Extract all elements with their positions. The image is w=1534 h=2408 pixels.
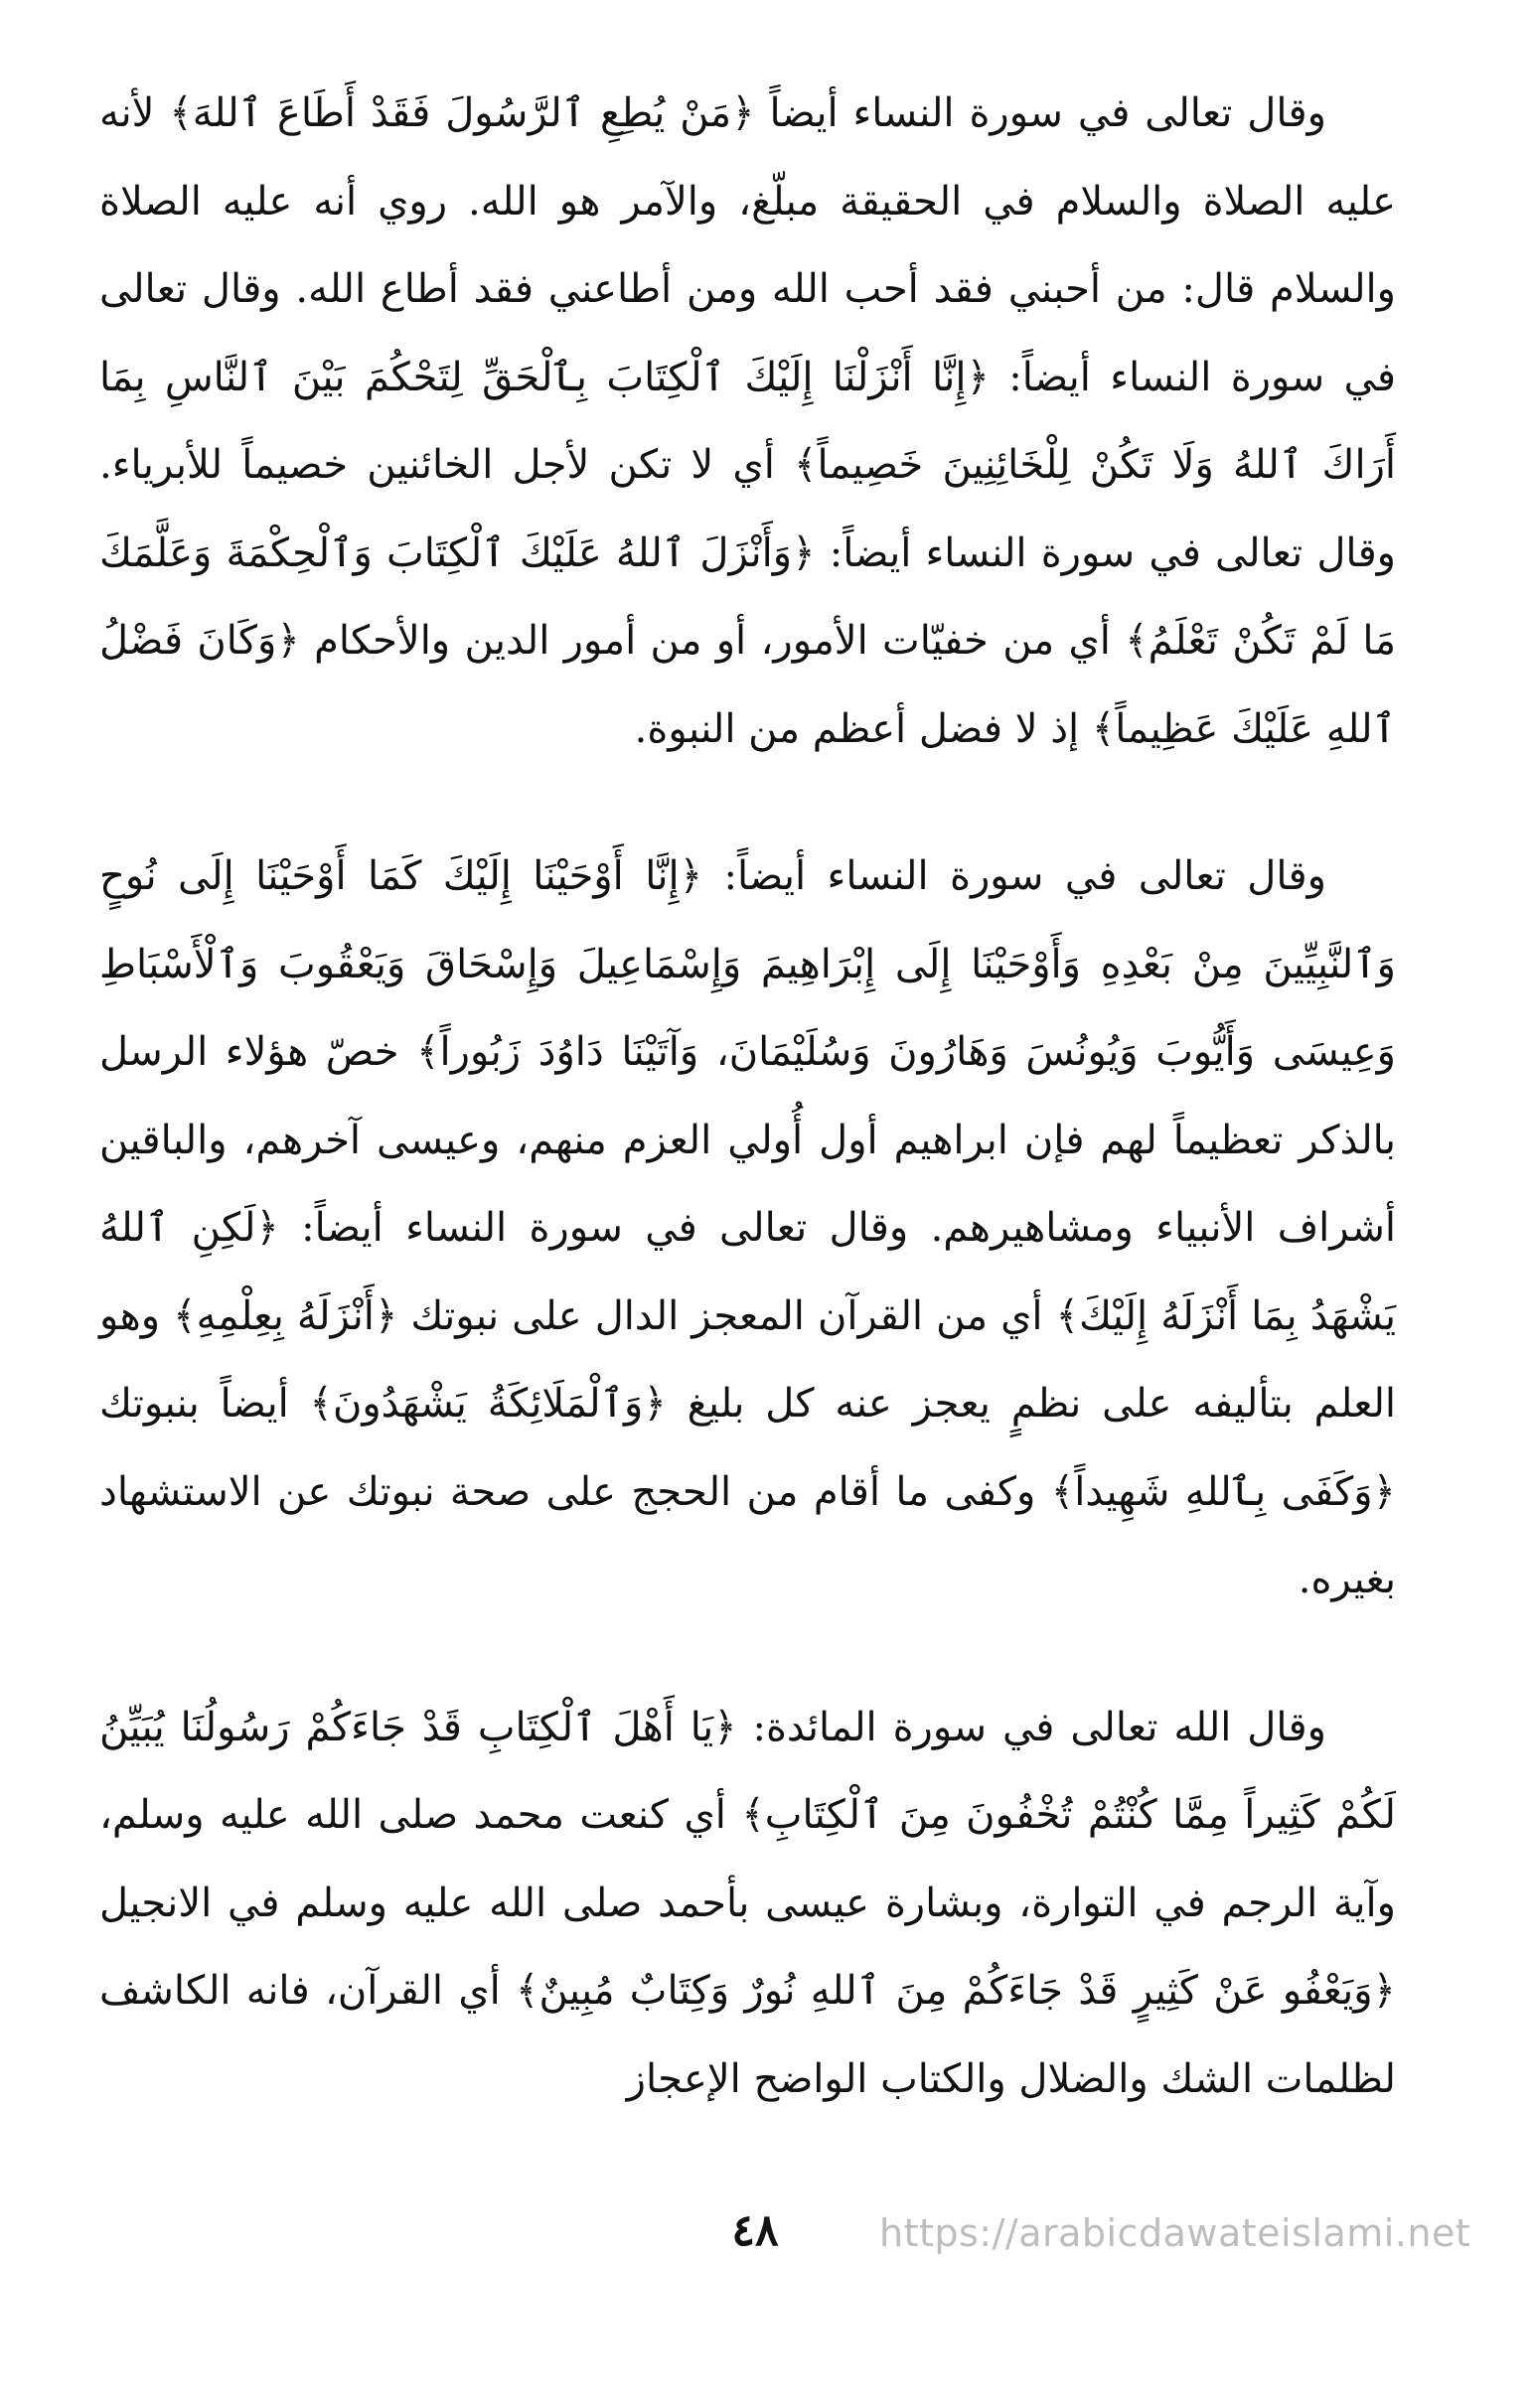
paragraph-3: وقال الله تعالى في سورة المائدة: ﴿يَا أَهْلَ ٱلْكِتَابِ قَدْ جَاءَكُمْ رَسُولُنَا يُبَيِّنُ لَكُمْ كَثِيراً مِمَّا كُنْتُمْ تُخْفُونَ مِنَ ٱلْكِتَابِ﴾ أي كنعت محمد صلى الله عليه وسلم، وآية الرجم في التوارة، وبشارة عيسى بأحمد صلى الله عليه وسلم في الانجيل ﴿وَيَعْفُو عَنْ كَثِيرٍ قَدْ جَاءَكُمْ مِنَ ٱللهِ نُورٌ وَكِتَابٌ مُبِينٌ﴾ أي القرآن، فانه الكاشف لظلمات الشك والضلال والكتاب الواضح الإعجاز: [99, 1704, 1396, 2102]
paragraph-gap: [99, 1624, 1396, 1684]
paragraph-1: وقال تعالى في سورة النساء أيضاً ﴿مَنْ يُطِعِ ٱلرَّسُولَ فَقَدْ أَطَاعَ ٱللهَ﴾ لأنه عليه الصلاة والسلام في الحقيقة مبلّغ، والآمر هو الله. روي أنه عليه الصلاة والسلام قال: من أحبني فقد أحب الله ومن أطاعني فقد أطاع الله. وقال تعالى في سورة النساء أيضاً: ﴿إِنَّا أَنْزَلْنَا إِلَيْكَ ٱلْكِتَابَ بِٱلْحَقِّ لِتَحْكُمَ بَيْنَ ٱلنَّاسِ بِمَا أَرَاكَ ٱللهُ وَلَا تَكُنْ لِلْخَائِنِينَ خَصِيماً﴾ أي لا تكن لأجل الخائنين خصيماً للأبرياء. وقال تعالى في سورة النساء أيضاً: ﴿وَأَنْزَلَ ٱللهُ عَلَيْكَ ٱلْكِتَابَ وَٱلْحِكْمَةَ وَعَلَّمَكَ مَا لَمْ تَكُنْ تَعْلَمُ﴾ أي من خفيّات الأمور، أو من أمور الدين والأحكام ﴿وَكَانَ فَضْلُ ٱللهِ عَلَيْكَ عَظِيماً﴾ إذ لا فضل أعظم من النبوة.: [99, 90, 1396, 752]
watermark-url: https://arabicdawateislami.net: [879, 2211, 1471, 2255]
paragraph-gap: [99, 773, 1396, 832]
page-body: [99, 70, 1396, 2285]
paragraph-2: وقال تعالى في سورة النساء أيضاً: ﴿إِنَّا أَوْحَيْنَا إِلَيْكَ كَمَا أَوْحَيْنَا إِلَى نُوحٍ وَٱلنَّبِيِّينَ مِنْ بَعْدِهِ وَأَوْحَيْنَا إِلَى إِبْرَاهِيمَ وَإِسْمَاعِيلَ وَإِسْحَاقَ وَيَعْقُوبَ وَٱلْأَسْبَاطِ وَعِيسَى وَأَيُّوبَ وَيُونُسَ وَهَارُونَ وَسُلَيْمَانَ، وَآتَيْنَا دَاوُدَ زَبُوراً﴾ خصّ هؤلاء الرسل بالذكر تعظيماً لهم فإن ابراهيم أول أُولي العزم منهم، وعيسى آخرهم، والباقين أشراف الأنبياء ومشاهيرهم. وقال تعالى في سورة النساء أيضاً: ﴿لَكِنِ ٱللهُ يَشْهَدُ بِمَا أَنْزَلَهُ إِلَيْكَ﴾ أي من القرآن المعجز الدال على نبوتك ﴿أَنْزَلَهُ بِعِلْمِهِ﴾ وهو العلم بتأليفه على نظمٍ يعجز عنه كل بليغ ﴿وَٱلْمَلَائِكَةُ يَشْهَدُونَ﴾ أيضاً بنبوتك ﴿وَكَفَى بِٱللهِ شَهِيداً﴾ وكفى ما أقام من الحجج على صحة نبوتك عن الاستشهاد بغيره.: [99, 853, 1396, 1602]
page-number: ٤٨: [731, 2205, 779, 2256]
